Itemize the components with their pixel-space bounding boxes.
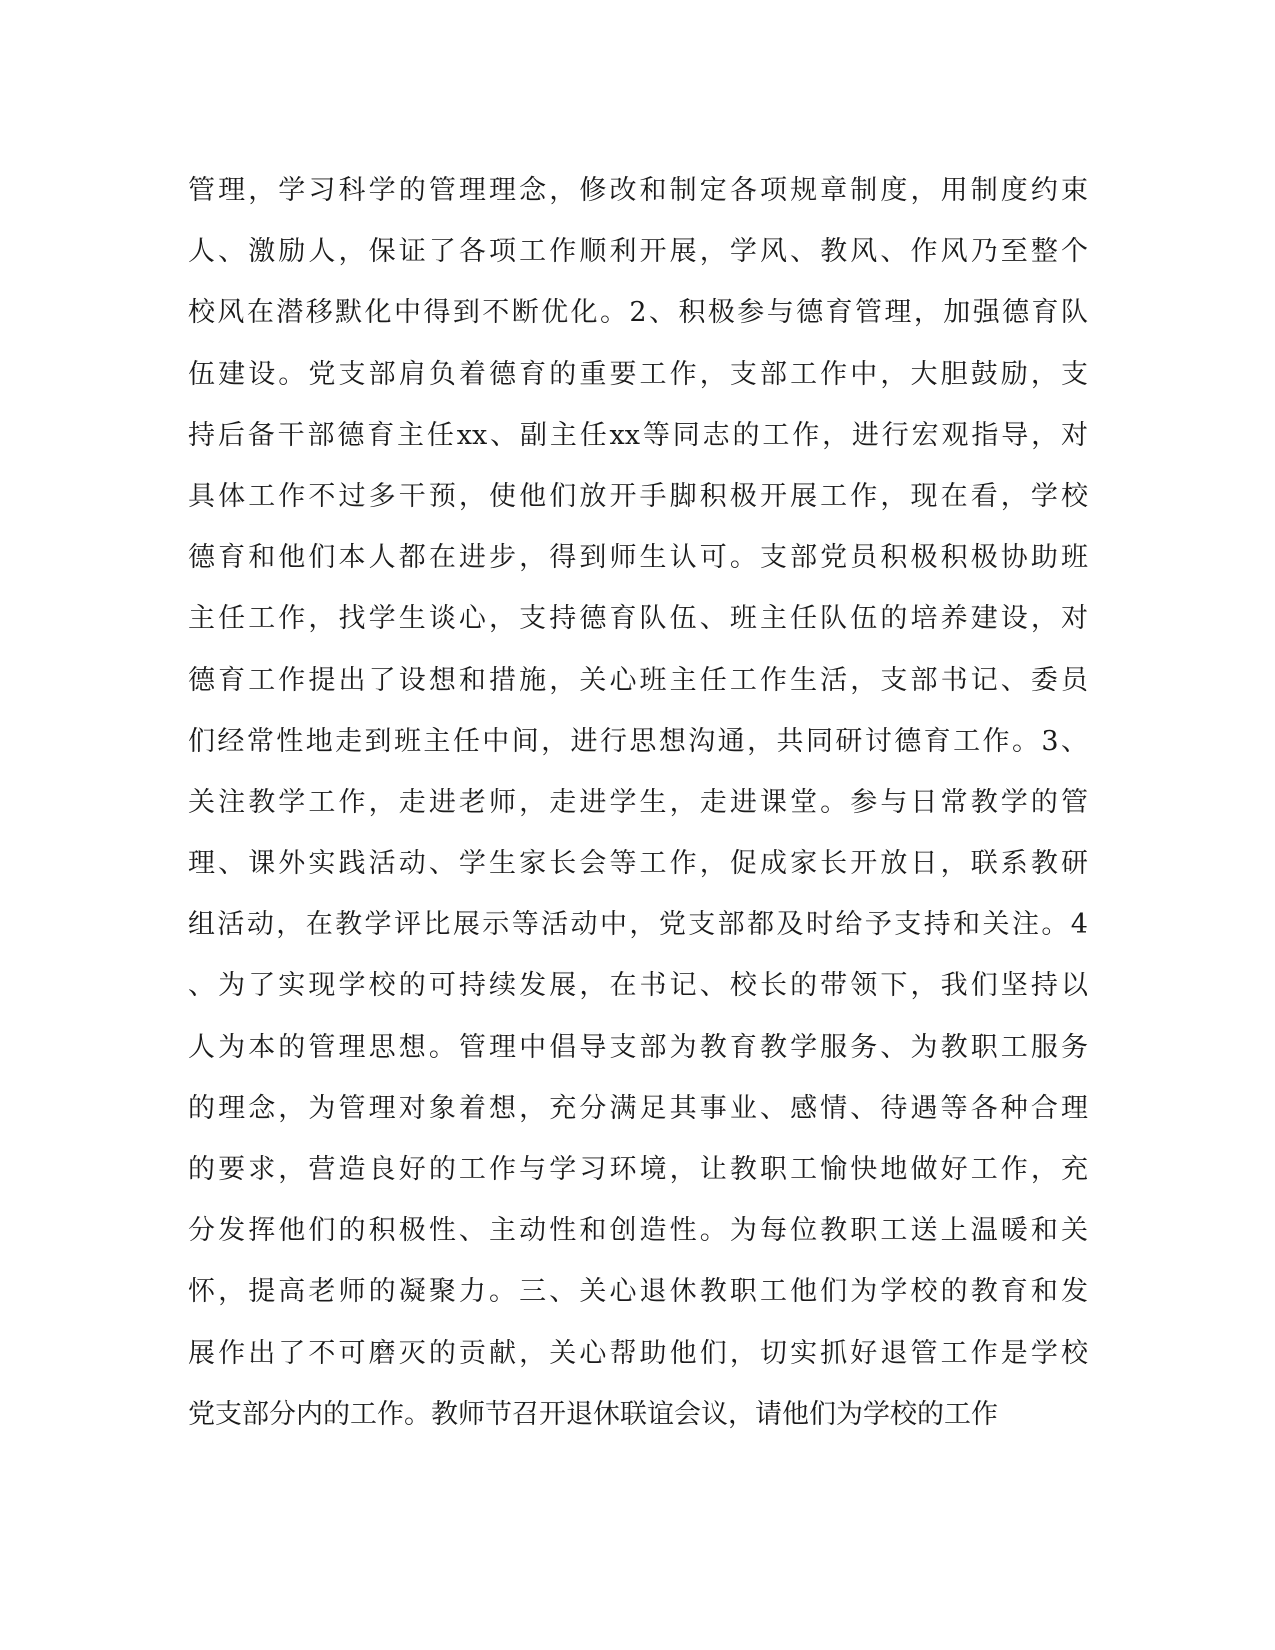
text-line: 们经常性地走到班主任中间，进行思想沟通，共同研讨德育工作。3、 xyxy=(188,725,1088,757)
text-line: 人为本的管理思想。管理中倡导支部为教育教学服务、为教职工服务 xyxy=(188,1031,1088,1063)
text-line: 具体工作不过多干预，使他们放开手脚积极开展工作，现在看，学校 xyxy=(188,480,1088,512)
text-line: 持后备干部德育主任xx、副主任xx等同志的工作，进行宏观指导，对 xyxy=(188,419,1088,451)
text-line: 管理，学习科学的管理理念，修改和制定各项规章制度，用制度约束 xyxy=(188,175,1088,206)
text-line: 校风在潜移默化中得到不断优化。2、积极参与德育管理，加强德育队 xyxy=(188,297,1088,329)
text-line: 人、激励人，保证了各项工作顺利开展，学风、教风、作风乃至整个 xyxy=(188,236,1088,268)
text-line: 关注教学工作，走进老师，走进学生，走进课堂。参与日常教学的管 xyxy=(188,786,1088,818)
body-text xyxy=(188,160,1088,1445)
text-line: 主任工作，找学生谈心，支持德育队伍、班主任队伍的培养建设，对 xyxy=(188,603,1088,635)
text-line: 组活动，在教学评比展示等活动中，党支部都及时给予支持和关注。4 xyxy=(188,909,1088,941)
text-line: 理、课外实践活动、学生家长会等工作，促成家长开放日，联系教研 xyxy=(188,848,1088,880)
text-line: 党支部分内的工作。教师节召开退休联谊会议，请他们为学校的工作 xyxy=(188,1398,998,1430)
text-line: 的理念，为管理对象着想，充分满足其事业、感情、待遇等各种合理 xyxy=(188,1092,1088,1124)
text-line: 的要求，营造良好的工作与学习环境，让教职工愉快地做好工作，充 xyxy=(188,1154,1088,1185)
text-line: 、为了实现学校的可持续发展，在书记、校长的带领下，我们坚持以 xyxy=(188,970,1088,1002)
text-line: 伍建设。党支部肩负着德育的重要工作，支部工作中，大胆鼓励，支 xyxy=(188,358,1088,390)
text-line: 分发挥他们的积极性、主动性和创造性。为每位教职工送上温暖和关 xyxy=(188,1215,1088,1247)
text-line: 怀，提高老师的凝聚力。三、关心退休教职工他们为学校的教育和发 xyxy=(188,1276,1088,1308)
text-line: 德育和他们本人都在进步，得到师生认可。支部党员积极积极协助班 xyxy=(188,542,1088,574)
text-line: 展作出了不可磨灭的贡献，关心帮助他们，切实抓好退管工作是学校 xyxy=(188,1337,1088,1369)
text-line: 德育工作提出了设想和措施，关心班主任工作生活，支部书记、委员 xyxy=(188,664,1088,696)
